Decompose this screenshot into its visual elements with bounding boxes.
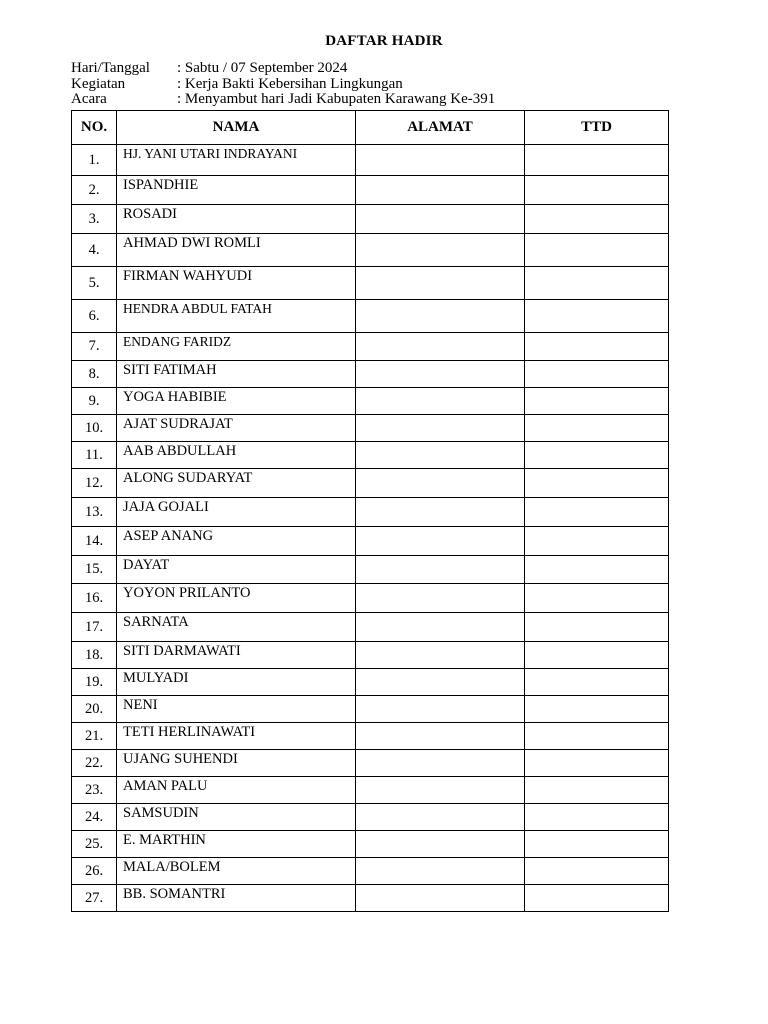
row-number: 17. [72, 613, 117, 642]
row-nama: UJANG SUHENDI [117, 750, 356, 777]
row-ttd [525, 469, 669, 498]
table-row [72, 556, 669, 584]
row-nama: HJ. YANI UTARI INDRAYANI [117, 145, 356, 176]
row-nama: YOYON PRILANTO [117, 584, 356, 613]
row-nama: DAYAT [117, 556, 356, 584]
row-ttd [525, 333, 669, 361]
row-alamat [356, 442, 525, 469]
table-row [72, 669, 669, 696]
row-ttd [525, 442, 669, 469]
table-row [72, 750, 669, 777]
row-number: 1. [72, 145, 117, 176]
row-number: 26. [72, 858, 117, 885]
row-alamat [356, 234, 525, 267]
table-row [72, 300, 669, 333]
table-row [72, 333, 669, 361]
header-no: NO. [72, 111, 117, 145]
row-number: 27. [72, 885, 117, 912]
row-nama: SITI DARMAWATI [117, 642, 356, 669]
row-ttd [525, 415, 669, 442]
row-number: 4. [72, 234, 117, 267]
table-row [72, 723, 669, 750]
row-nama: YOGA HABIBIE [117, 388, 356, 415]
table-row [72, 831, 669, 858]
table-row [72, 498, 669, 527]
header-alamat: ALAMAT [356, 111, 525, 145]
row-nama: SITI FATIMAH [117, 361, 356, 388]
row-number: 20. [72, 696, 117, 723]
row-ttd [525, 696, 669, 723]
row-number: 6. [72, 300, 117, 333]
row-alamat [356, 388, 525, 415]
table-row [72, 361, 669, 388]
row-ttd [525, 267, 669, 300]
table-row [72, 205, 669, 234]
row-number: 7. [72, 333, 117, 361]
row-ttd [525, 527, 669, 556]
row-nama: ALONG SUDARYAT [117, 469, 356, 498]
table-body [72, 145, 669, 912]
row-alamat [356, 696, 525, 723]
event-info [71, 61, 495, 108]
row-ttd [525, 777, 669, 804]
info-value: : Kerja Bakti Kebersihan Lingkungan [177, 75, 403, 92]
info-label: Kegiatan [71, 75, 126, 92]
row-nama: FIRMAN WAHYUDI [117, 267, 356, 300]
row-number: 16. [72, 584, 117, 613]
row-alamat [356, 527, 525, 556]
row-nama: AMAN PALU [117, 777, 356, 804]
row-nama: SARNATA [117, 613, 356, 642]
row-nama: NENI [117, 696, 356, 723]
row-ttd [525, 613, 669, 642]
row-alamat [356, 804, 525, 831]
row-nama: JAJA GOJALI [117, 498, 356, 527]
row-number: 23. [72, 777, 117, 804]
row-nama: E. MARTHIN [117, 831, 356, 858]
row-alamat [356, 669, 525, 696]
row-alamat [356, 556, 525, 584]
document-title: DAFTAR HADIR [325, 33, 443, 49]
row-ttd [525, 361, 669, 388]
row-nama: ENDANG FARIDZ [117, 333, 356, 361]
row-alamat [356, 361, 525, 388]
row-alamat [356, 205, 525, 234]
info-row-event [71, 92, 495, 108]
row-alamat [356, 469, 525, 498]
row-ttd [525, 642, 669, 669]
table-row [72, 584, 669, 613]
table-row [72, 885, 669, 912]
row-ttd [525, 300, 669, 333]
row-nama: BB. SOMANTRI [117, 885, 356, 912]
row-nama: MULYADI [117, 669, 356, 696]
row-ttd [525, 176, 669, 205]
row-alamat [356, 498, 525, 527]
row-ttd [525, 498, 669, 527]
row-alamat [356, 723, 525, 750]
row-alamat [356, 858, 525, 885]
table-row [72, 442, 669, 469]
row-alamat [356, 145, 525, 176]
table-row [72, 696, 669, 723]
row-ttd [525, 234, 669, 267]
row-ttd [525, 750, 669, 777]
row-alamat [356, 613, 525, 642]
row-nama: ASEP ANANG [117, 527, 356, 556]
row-nama: AAB ABDULLAH [117, 442, 356, 469]
row-alamat [356, 333, 525, 361]
info-row-activity [71, 77, 495, 93]
row-alamat [356, 750, 525, 777]
row-nama: MALA/BOLEM [117, 858, 356, 885]
header-nama: NAMA [117, 111, 356, 145]
info-value: : Menyambut hari Jadi Kabupaten Karawang Ke-391 [177, 91, 496, 107]
header-ttd: TTD [525, 111, 669, 145]
row-nama: SAMSUDIN [117, 804, 356, 831]
row-alamat [356, 176, 525, 205]
row-number: 5. [72, 267, 117, 300]
row-alamat [356, 642, 525, 669]
row-number: 24. [72, 804, 117, 831]
table-header-row [72, 111, 669, 145]
row-nama: AJAT SUDRAJAT [117, 415, 356, 442]
row-ttd [525, 145, 669, 176]
row-number: 19. [72, 669, 117, 696]
row-number: 9. [72, 388, 117, 415]
row-ttd [525, 885, 669, 912]
table-row [72, 267, 669, 300]
table-row [72, 858, 669, 885]
row-ttd [525, 388, 669, 415]
row-ttd [525, 831, 669, 858]
row-ttd [525, 858, 669, 885]
row-number: 13. [72, 498, 117, 527]
row-alamat [356, 885, 525, 912]
info-label: Acara [71, 91, 107, 107]
row-ttd [525, 556, 669, 584]
row-number: 12. [72, 469, 117, 498]
row-nama: HENDRA ABDUL FATAH [117, 300, 356, 333]
row-number: 18. [72, 642, 117, 669]
row-alamat [356, 267, 525, 300]
row-ttd [525, 669, 669, 696]
row-nama: ISPANDHIE [117, 176, 356, 205]
row-number: 22. [72, 750, 117, 777]
info-value: : Sabtu / 07 September 2024 [177, 60, 348, 76]
row-nama: ROSADI [117, 205, 356, 234]
info-row-date [71, 61, 495, 77]
table-row [72, 777, 669, 804]
table-row [72, 469, 669, 498]
row-number: 25. [72, 831, 117, 858]
row-number: 10. [72, 415, 117, 442]
attendance-table [71, 110, 669, 912]
row-number: 21. [72, 723, 117, 750]
row-alamat [356, 831, 525, 858]
row-number: 14. [72, 527, 117, 556]
table-row [72, 415, 669, 442]
table-row [72, 145, 669, 176]
row-alamat [356, 777, 525, 804]
table-row [72, 388, 669, 415]
table-row [72, 804, 669, 831]
table-row [72, 642, 669, 669]
row-number: 3. [72, 205, 117, 234]
row-nama: AHMAD DWI ROMLI [117, 234, 356, 267]
row-number: 15. [72, 556, 117, 584]
table-row [72, 234, 669, 267]
row-nama: TETI HERLINAWATI [117, 723, 356, 750]
row-alamat [356, 300, 525, 333]
table-row [72, 176, 669, 205]
row-ttd [525, 205, 669, 234]
row-number: 8. [72, 361, 117, 388]
row-number: 11. [72, 442, 117, 469]
row-alamat [356, 584, 525, 613]
row-ttd [525, 584, 669, 613]
info-label: Hari/Tanggal [71, 60, 150, 76]
row-ttd [525, 723, 669, 750]
row-ttd [525, 804, 669, 831]
table-row [72, 527, 669, 556]
row-alamat [356, 415, 525, 442]
row-number: 2. [72, 176, 117, 205]
table-row [72, 613, 669, 642]
